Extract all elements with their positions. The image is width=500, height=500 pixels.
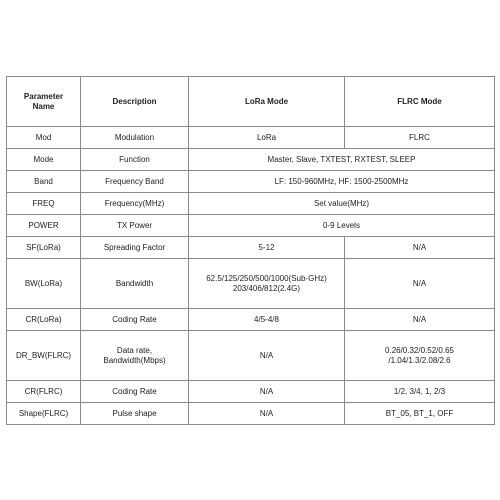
param-name: CR(FLRC) xyxy=(7,381,81,403)
header-description: Description xyxy=(81,77,189,127)
param-name: CR(LoRa) xyxy=(7,309,81,331)
table-row xyxy=(7,381,495,403)
table-row xyxy=(7,259,495,309)
lora-value: N/A xyxy=(189,381,345,403)
param-name: DR_BW(FLRC) xyxy=(7,331,81,381)
header-param-line1: Parameter xyxy=(23,91,64,101)
param-description: Coding Rate xyxy=(81,309,189,331)
param-description: Bandwidth xyxy=(81,259,189,309)
header-lora-mode: LoRa Mode xyxy=(189,77,345,127)
param-name: Mod xyxy=(7,127,81,149)
header-parameter-name xyxy=(7,77,81,127)
flrc-value: N/A xyxy=(345,309,495,331)
flrc-value xyxy=(345,331,495,381)
lora-value: 4/5-4/8 xyxy=(189,309,345,331)
lora-value-line1: 62.5/125/250/500/1000(Sub-GHz) xyxy=(206,273,327,283)
param-name: Mode xyxy=(7,149,81,171)
lora-value: N/A xyxy=(189,331,345,381)
shared-value: Set value(MHz) xyxy=(189,193,495,215)
header-param-line2: Name xyxy=(32,101,55,111)
flrc-value: BT_05, BT_1, OFF xyxy=(345,403,495,425)
param-description: Modulation xyxy=(81,127,189,149)
param-name: SF(LoRa) xyxy=(7,237,81,259)
table-row xyxy=(7,127,495,149)
lora-value xyxy=(189,259,345,309)
header-flrc-mode: FLRC Mode xyxy=(345,77,495,127)
param-description: Coding Rate xyxy=(81,381,189,403)
param-description xyxy=(81,331,189,381)
flrc-value-line2: /1.04/1.3/2.08/2.6 xyxy=(388,355,451,365)
flrc-value-line1: 0.26/0.32/0.52/0.65 xyxy=(385,345,454,355)
param-description: Frequency(MHz) xyxy=(81,193,189,215)
param-description: Pulse shape xyxy=(81,403,189,425)
param-name: POWER xyxy=(7,215,81,237)
table-row xyxy=(7,193,495,215)
table-row xyxy=(7,171,495,193)
lora-value-line2: 203/406/812(2.4G) xyxy=(232,283,301,293)
shared-value: Master, Slave, TXTEST, RXTEST, SLEEP xyxy=(189,149,495,171)
table-row xyxy=(7,215,495,237)
param-name: BW(LoRa) xyxy=(7,259,81,309)
param-description: Frequency Band xyxy=(81,171,189,193)
flrc-value: 1/2, 3/4, 1, 2/3 xyxy=(345,381,495,403)
table-row xyxy=(7,237,495,259)
flrc-value: FLRC xyxy=(345,127,495,149)
parameter-table xyxy=(6,76,495,425)
flrc-value: N/A xyxy=(345,259,495,309)
param-description-line1: Data rate, xyxy=(116,345,153,355)
table-row xyxy=(7,331,495,381)
param-description-line2: Bandwidth(Mbps) xyxy=(103,355,166,365)
table-row xyxy=(7,403,495,425)
param-name: Shape(FLRC) xyxy=(7,403,81,425)
param-description: Function xyxy=(81,149,189,171)
shared-value: LF: 150-960MHz, HF: 1500-2500MHz xyxy=(189,171,495,193)
lora-value: LoRa xyxy=(189,127,345,149)
shared-value: 0-9 Levels xyxy=(189,215,495,237)
lora-value: 5-12 xyxy=(189,237,345,259)
table-row xyxy=(7,309,495,331)
param-name: Band xyxy=(7,171,81,193)
flrc-value: N/A xyxy=(345,237,495,259)
lora-value: N/A xyxy=(189,403,345,425)
param-description: TX Power xyxy=(81,215,189,237)
table-row xyxy=(7,149,495,171)
param-description: Spreading Factor xyxy=(81,237,189,259)
table-header-row xyxy=(7,77,495,127)
param-name: FREQ xyxy=(7,193,81,215)
